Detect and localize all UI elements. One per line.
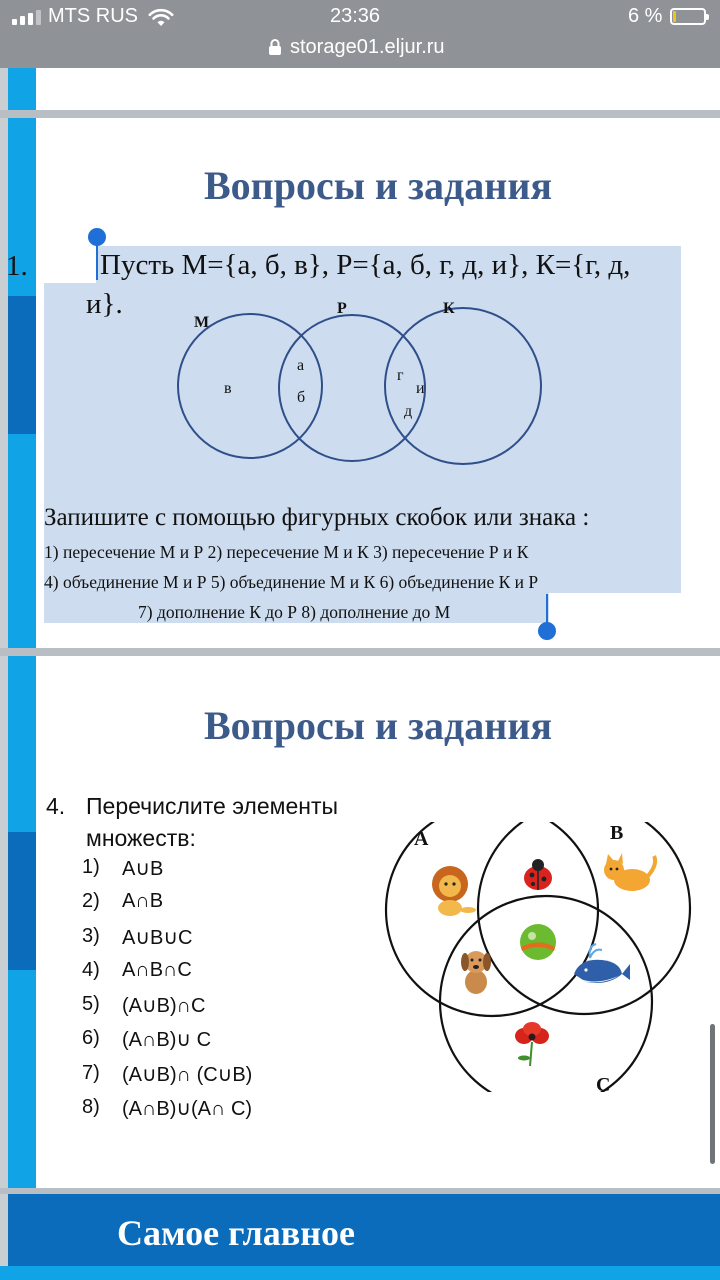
question-text-continued: множеств: bbox=[86, 825, 196, 851]
poppy-image bbox=[515, 1022, 549, 1066]
set-label-b: B bbox=[610, 822, 624, 844]
slide-previous bbox=[0, 68, 720, 110]
list-item: 8) (A∩B)∪(A∩ C) bbox=[82, 1096, 253, 1121]
ball-image bbox=[520, 924, 556, 960]
signal-icon bbox=[12, 9, 41, 25]
instruction-text: Запишите с помощью фигурных скобок или знака : bbox=[44, 504, 590, 531]
clock: 23:36 bbox=[330, 5, 381, 27]
set-label-c: C bbox=[596, 1074, 611, 1096]
list-item: 1) A∪B bbox=[82, 856, 164, 880]
battery-fill bbox=[673, 11, 676, 22]
task-text: Пусть М={а, б, в}, Р={а, б, г, д, и}, К={г, д, bbox=[100, 249, 631, 281]
lock-icon bbox=[268, 38, 282, 56]
list-item: 6) (A∩B)∪ C bbox=[82, 1027, 212, 1052]
slide-footer-stripe bbox=[0, 1266, 720, 1280]
venn-element: д bbox=[404, 403, 413, 420]
venn-label-m: М bbox=[194, 314, 210, 331]
cat-image bbox=[604, 853, 655, 891]
venn-element: г bbox=[397, 367, 404, 384]
selection-end-handle[interactable] bbox=[538, 622, 556, 640]
venn-diagram-abc bbox=[380, 822, 700, 1092]
slide-title: Самое главное bbox=[117, 1213, 355, 1253]
question-number: 4. bbox=[46, 793, 66, 819]
slide-summary bbox=[0, 1194, 720, 1280]
address-bar-url[interactable]: storage01.eljur.ru bbox=[290, 36, 445, 58]
list-item: 4) A∩B∩C bbox=[82, 958, 192, 981]
question-text: Перечислите элементы bbox=[86, 793, 339, 819]
venn-element: а bbox=[297, 357, 305, 374]
ladybug-image bbox=[524, 859, 552, 890]
slide-title: Вопросы и задания bbox=[203, 163, 553, 208]
task-items-row-2: 4) объединение М и Р 5) объединение М и К 6) объединение К и Р bbox=[44, 572, 539, 592]
lion-image bbox=[432, 866, 476, 916]
carrier-name: MTS RUS bbox=[48, 5, 138, 27]
venn-element: и bbox=[416, 380, 425, 397]
slide-questions-1 bbox=[0, 118, 720, 648]
list-item: 7) (A∪B)∩ (C∪B) bbox=[82, 1061, 253, 1086]
venn-circle-b bbox=[478, 822, 690, 1014]
task-text-continued: и}. bbox=[86, 288, 123, 320]
question-4 bbox=[46, 790, 339, 851]
set-expression-list bbox=[82, 856, 252, 1130]
list-item: 5) (A∪B)∩C bbox=[82, 993, 206, 1018]
set-label-a: A bbox=[414, 828, 429, 850]
task-items-row-3: 7) дополнение К до Р 8) дополнение до М bbox=[138, 602, 451, 622]
list-item: 3) A∪B∪C bbox=[82, 924, 193, 949]
venn-circle-c bbox=[440, 896, 652, 1092]
venn-element: в bbox=[224, 380, 232, 397]
battery-percent: 6 % bbox=[628, 5, 663, 27]
venn-element: б bbox=[297, 389, 306, 406]
list-item: 2) A∩B bbox=[82, 890, 164, 913]
slide-title: Вопросы и задания bbox=[203, 703, 553, 748]
venn-circle-k bbox=[385, 308, 541, 464]
task-items-row-1: 1) пересечение М и Р 2) пересечение М и К 3) пересечение Р и К bbox=[44, 542, 529, 562]
dog-image bbox=[461, 951, 491, 994]
venn-label-k: К bbox=[443, 300, 455, 317]
status-bar bbox=[0, 0, 720, 68]
task-number: 1. bbox=[6, 250, 28, 282]
whale-image bbox=[574, 944, 630, 983]
slide-questions-2 bbox=[0, 656, 720, 1188]
wifi-icon bbox=[148, 8, 174, 28]
venn-circle-a bbox=[386, 822, 598, 1016]
page-scrollbar[interactable] bbox=[710, 1024, 715, 1164]
venn-label-p: Р bbox=[337, 300, 347, 317]
battery-icon bbox=[670, 8, 706, 25]
selection-start-handle[interactable] bbox=[88, 228, 106, 246]
